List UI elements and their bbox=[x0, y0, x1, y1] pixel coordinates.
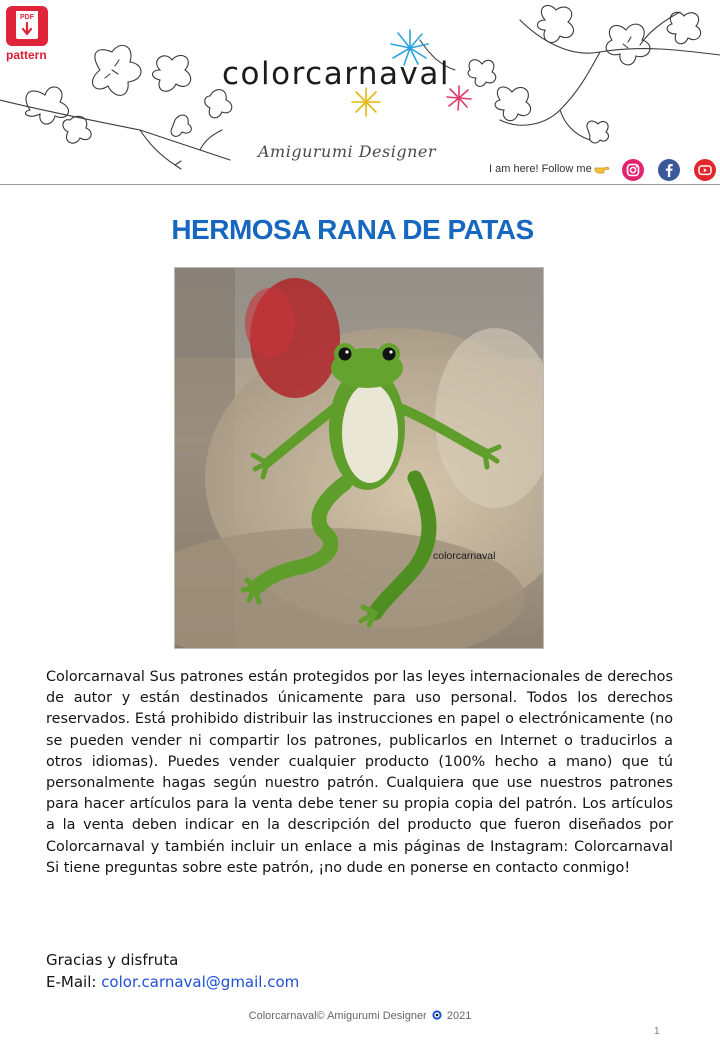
header-divider bbox=[0, 184, 720, 185]
page-header bbox=[0, 0, 720, 184]
youtube-icon[interactable] bbox=[694, 159, 716, 181]
copyright-notice: Colorcarnaval Sus patrones están protegidos por las leyes internacionales de derechos de autor y están destinados únicamente para uso personal. Todos los derechos reservados. Está prohibido distribuir las instrucciones en papel o electrónicamente (no se pueden vender ni compartir los patrones, publicarlos en Internet o traducirlos a otros idiomas). Puedes vender cualquier producto (100% hecho a mano) que tú personalmente hagas según nuestro patrón. Cualquiera que use nuestros patrones para hacer artículos para la venta debe tener su propia copia del patrón. Los artículos a la venta deben indicar en la descripción del producto que fueron diseñados por Colorcarnaval y también incluir un enlace a mis páginas de Instagram: Colorcarnaval Si tiene preguntas sobre este patrón, ¡no dude en ponerse en contacto conmigo! bbox=[46, 669, 673, 876]
footer-copyright: Colorcarnaval© Amigurumi Designer bbox=[248, 1010, 427, 1022]
brand-logo: colorcarnaval bbox=[222, 56, 450, 92]
facebook-icon[interactable] bbox=[658, 159, 680, 181]
evil-eye-icon bbox=[432, 1010, 442, 1020]
follow-text: I am here! Follow me bbox=[489, 163, 592, 175]
thanks-text: Gracias y disfruta bbox=[46, 951, 179, 969]
email-label: E-Mail: bbox=[46, 973, 102, 991]
pdf-text: PDF bbox=[20, 14, 34, 21]
page-title: HERMOSA RANA DE PATAS bbox=[171, 214, 534, 245]
pointing-hand-icon bbox=[594, 163, 610, 175]
frog-illustration bbox=[175, 268, 544, 649]
photo-watermark: colorcarnaval bbox=[433, 550, 496, 562]
frog-amigurumi-photo bbox=[174, 267, 544, 649]
brand-tagline: Amigurumi Designer bbox=[258, 142, 437, 161]
pdf-file-icon bbox=[6, 6, 48, 46]
footer-year: 2021 bbox=[446, 1010, 472, 1022]
email-line bbox=[46, 973, 299, 991]
page-footer bbox=[0, 1010, 720, 1022]
pdf-pattern-badge[interactable] bbox=[6, 6, 48, 62]
instagram-icon[interactable] bbox=[622, 159, 644, 181]
pdf-badge-label: pattern bbox=[6, 48, 47, 62]
email-link[interactable]: color.carnaval@gmail.com bbox=[101, 973, 300, 991]
page-number: 1 bbox=[654, 1026, 660, 1037]
